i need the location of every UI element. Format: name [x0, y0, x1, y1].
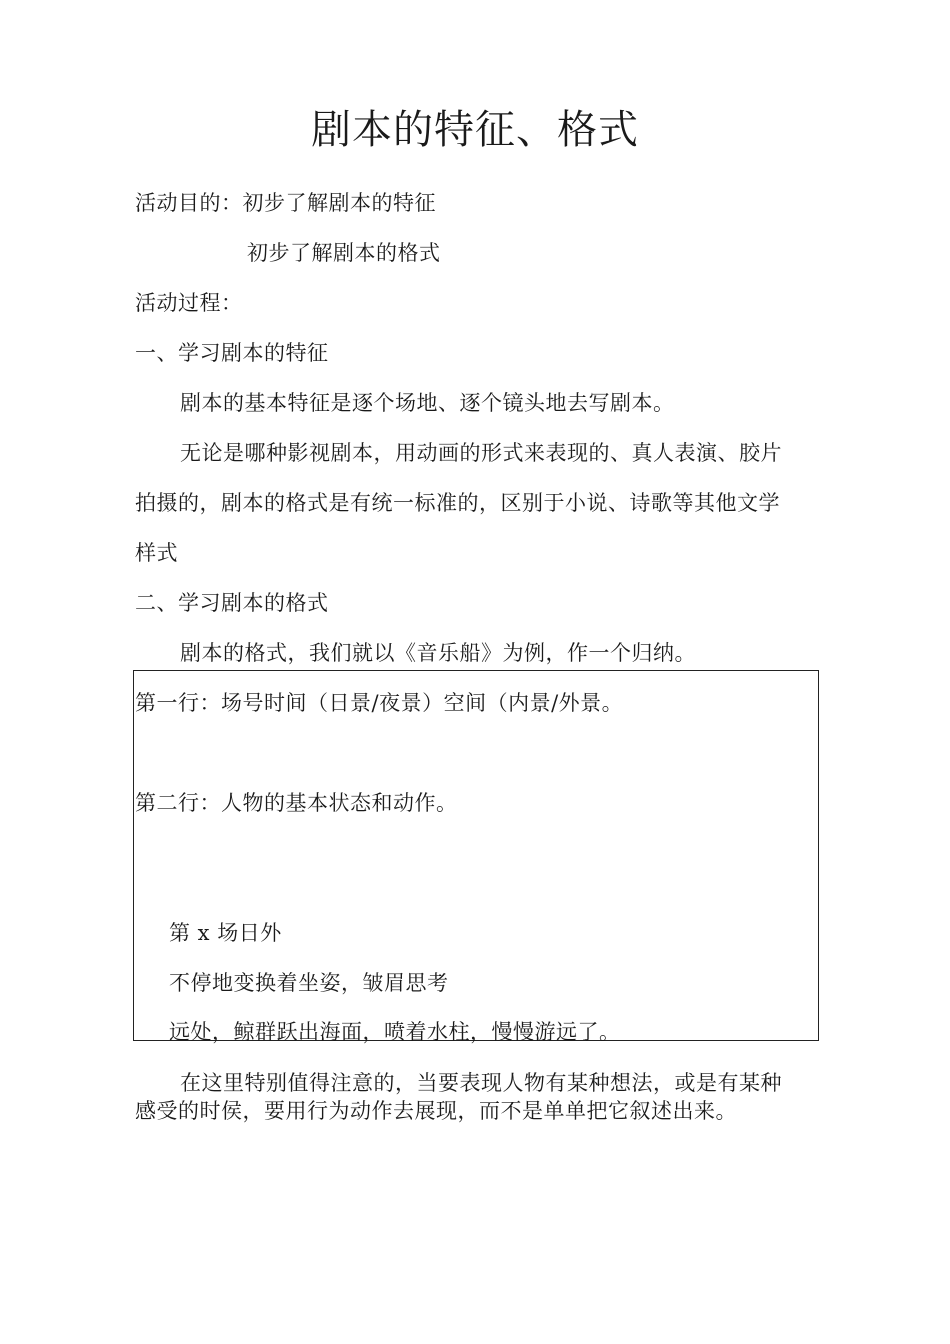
activity-purpose-second: 初步了解剧本的格式 [247, 241, 441, 265]
closing-paragraph-line-2: 感受的时侯，要用行为动作去展现，而不是单单把它叙述出来。 [135, 1099, 737, 1123]
section-1-heading: 一、学习剧本的特征 [135, 341, 329, 365]
page-title: 剧本的特征、格式 [311, 107, 639, 153]
example-scene-heading: 第 x 场日外 [169, 921, 282, 945]
section-2-heading: 二、学习剧本的格式 [135, 591, 329, 615]
closing-paragraph-line-1: 在这里特别值得注意的，当要表现人物有某种想法，或是有某种 [180, 1071, 782, 1095]
section-1-paragraph-2-line-1: 无论是哪种影视剧本，用动画的形式来表现的、真人表演、胶片 [180, 441, 782, 465]
format-line-2: 第二行：人物的基本状态和动作。 [135, 791, 458, 815]
section-2-paragraph-1: 剧本的格式，我们就以《音乐船》为例，作一个归纳。 [180, 641, 696, 665]
activity-purpose: 活动目的：初步了解剧本的特征 [135, 191, 436, 215]
activity-process-label: 活动过程： [135, 291, 243, 315]
format-line-1: 第一行：场号时间（日景/夜景）空间（内景/外景。 [135, 691, 624, 715]
example-action-2: 远处，鲸群跃出海面，喷着水柱，慢慢游远了。 [169, 1020, 621, 1044]
section-1-paragraph-2-line-3: 样式 [135, 541, 178, 565]
section-1-paragraph-1: 剧本的基本特征是逐个场地、逐个镜头地去写剧本。 [180, 391, 675, 415]
example-action-1: 不停地变换着坐姿，皱眉思考 [169, 971, 449, 995]
section-1-paragraph-2-line-2: 拍摄的，剧本的格式是有统一标准的，区别于小说、诗歌等其他文学 [135, 491, 780, 515]
